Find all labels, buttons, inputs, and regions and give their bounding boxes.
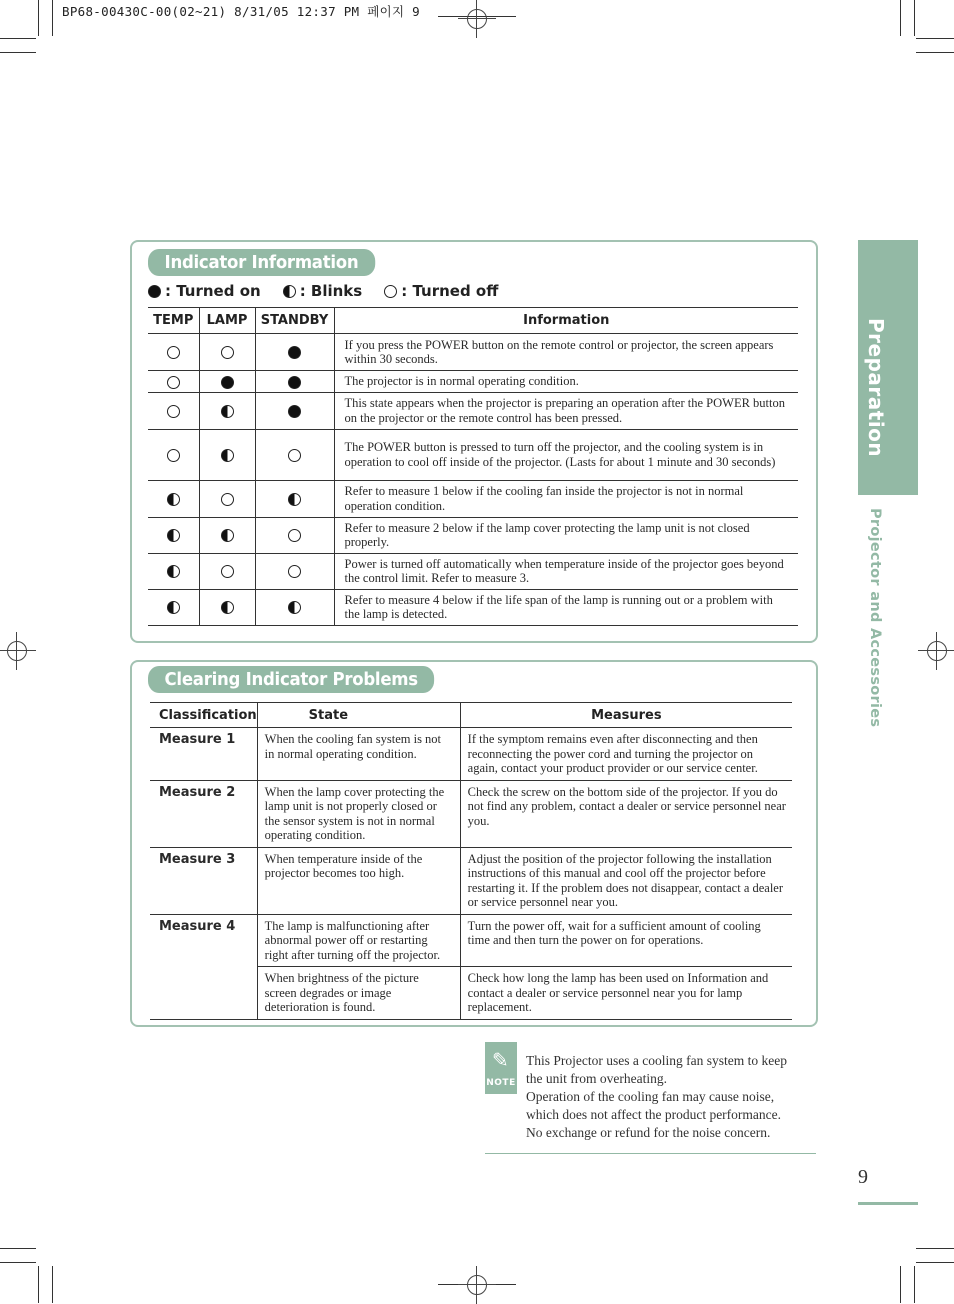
information-cell: [334, 553, 798, 589]
information-text: Power is turned off automatically when temperature inside of the projector goes beyond the control limit. Refer to measure 3.: [344, 556, 784, 585]
lamp-indicator-cell: [199, 517, 255, 553]
information-cell: [334, 429, 798, 480]
led-blink-icon: [167, 565, 180, 578]
led-off-icon: [288, 565, 301, 578]
led-blink-icon: [221, 449, 234, 462]
note-line: No exchange or refund for the noise concern.: [526, 1125, 771, 1140]
led-blink-icon: [221, 405, 234, 418]
print-header: BP68-00430C-00(02~21) 8/31/05 12:37 PM 페이지 9: [62, 4, 420, 19]
table-row: [148, 480, 798, 517]
measures-cell: Check the screw on the bottom side of the projector. If you do not find any problem, contact a dealer or service personnel near you.: [460, 780, 792, 847]
standby-indicator-cell: [255, 429, 334, 480]
temp-indicator-cell: [148, 589, 199, 625]
registration-mark: [458, 0, 496, 38]
standby-indicator-cell: [255, 371, 334, 393]
indicator-section-title: Indicator Information: [148, 249, 375, 276]
lamp-indicator-cell: [199, 334, 255, 371]
information-text: button on the projector or the remote control has been pressed.: [344, 396, 785, 425]
crop-mark: [914, 0, 915, 36]
led-blink-icon: [167, 493, 180, 506]
led-off-icon: [384, 285, 397, 298]
information-text: button is pressed to turn off the projector, and the cooling system is in operation to cool off inside of the projector. (Lasts for about 1 minute and 30 seconds): [344, 440, 776, 469]
side-tab-label: Preparation: [864, 318, 888, 458]
table-row: [148, 392, 798, 429]
measures-cell: Turn the power off, wait for a sufficient amount of cooling time and then turn the power on for operations.: [460, 914, 792, 967]
table-row: [150, 914, 792, 967]
standby-indicator-cell: [255, 392, 334, 429]
led-blink-icon: [288, 493, 301, 506]
information-cell: [334, 517, 798, 553]
temp-indicator-cell: [148, 480, 199, 517]
temp-indicator-cell: [148, 429, 199, 480]
classification-cell: Measure 4: [150, 914, 257, 1019]
led-on-icon: [148, 285, 161, 298]
table-row: [148, 429, 798, 480]
table-row: [148, 334, 798, 371]
note-badge: [485, 1042, 517, 1094]
power-key-label: POWER: [367, 440, 411, 454]
power-key-label: POWER: [706, 396, 750, 410]
temp-indicator-cell: [148, 334, 199, 371]
information-text: Refer to measure 2 below if the lamp cover protecting the lamp unit is not closed properly.: [344, 520, 750, 549]
temp-indicator-cell: [148, 553, 199, 589]
crop-mark: [916, 1262, 954, 1263]
table-row: [150, 847, 792, 914]
led-off-icon: [167, 449, 180, 462]
information-cell: [334, 371, 798, 393]
page-number: 9: [858, 1166, 868, 1188]
classification-cell: Measure 3: [150, 847, 257, 914]
table-row: [148, 553, 798, 589]
information-text: The: [344, 440, 368, 454]
column-header-state: State: [257, 703, 460, 728]
crop-mark: [38, 0, 39, 36]
information-cell: [334, 392, 798, 429]
led-on-icon: [288, 376, 301, 389]
table-row: [148, 371, 798, 393]
information-cell: [334, 589, 798, 625]
state-cell: When the cooling fan system is not in normal operating condition.: [257, 728, 460, 781]
lamp-indicator-cell: [199, 429, 255, 480]
information-cell: [334, 480, 798, 517]
led-off-icon: [288, 449, 301, 462]
classification-cell: Measure 2: [150, 780, 257, 847]
state-cell: When the lamp cover protecting the lamp unit is not properly closed or the sensor system is not in normal operating condition.: [257, 780, 460, 847]
pencil-icon: ✎: [492, 1048, 509, 1072]
registration-mark: [918, 632, 954, 670]
information-text: button on the remote control or projector, the screen appears within 30 seconds.: [344, 337, 774, 366]
registration-mark: [458, 1266, 496, 1304]
legend-item-blink: [283, 282, 363, 300]
led-blink-icon: [288, 601, 301, 614]
column-header-information: Information: [334, 308, 798, 334]
measures-cell: If the symptom remains even after disconnecting and then reconnecting the power cord and turning the projector on again, contact your product provider or our service center.: [460, 728, 792, 781]
table-row: [150, 780, 792, 847]
led-on-icon: [221, 376, 234, 389]
registration-mark: [0, 632, 36, 670]
note-line: the unit from overheating.: [526, 1071, 667, 1086]
crop-mark: [38, 1266, 39, 1303]
led-on-icon: [288, 405, 301, 418]
clearing-table: [150, 702, 792, 1020]
column-header-classification: Classification: [150, 703, 257, 728]
crop-mark: [916, 38, 954, 39]
standby-indicator-cell: [255, 589, 334, 625]
led-off-icon: [167, 405, 180, 418]
crop-mark: [916, 1248, 954, 1249]
led-off-icon: [167, 376, 180, 389]
led-off-icon: [167, 346, 180, 359]
temp-indicator-cell: [148, 392, 199, 429]
led-blink-icon: [221, 529, 234, 542]
led-off-icon: [221, 346, 234, 359]
lamp-indicator-cell: [199, 371, 255, 393]
state-cell: When brightness of the picture screen degrades or image deterioration is found.: [257, 967, 460, 1020]
table-row: [148, 589, 798, 625]
legend-label: : Turned off: [401, 282, 499, 300]
standby-indicator-cell: [255, 553, 334, 589]
crop-mark: [0, 1262, 36, 1263]
crop-mark: [0, 1248, 36, 1249]
classification-cell: Measure 1: [150, 728, 257, 781]
led-blink-icon: [221, 601, 234, 614]
note-label: NOTE: [486, 1078, 516, 1088]
legend-label: : Blinks: [299, 282, 363, 300]
power-key-label: POWER: [425, 337, 469, 352]
state-cell: When temperature inside of the projector becomes too high.: [257, 847, 460, 914]
measures-cell: Check how long the lamp has been used on Information and contact a dealer or service personnel near you for lamp replacement.: [460, 967, 792, 1020]
measures-cell: Adjust the position of the projector following the installation instructions of this manual and cool off the projector before restarting it. If the problem does not disappear, contact a dealer or service personnel near you.: [460, 847, 792, 914]
led-blink-icon: [167, 529, 180, 542]
page-number-rule: [858, 1202, 918, 1205]
note-text: [526, 1052, 826, 1142]
led-blink-icon: [283, 285, 296, 298]
information-text: Refer to measure 4 below if the life span of the lamp is running out or a problem with the lamp is detected.: [344, 592, 773, 621]
lamp-indicator-cell: [199, 553, 255, 589]
information-text: If you press the: [344, 337, 426, 352]
led-off-icon: [288, 529, 301, 542]
information-cell: [334, 334, 798, 371]
indicator-legend: [148, 282, 498, 300]
information-text: The projector is in normal operating condition.: [344, 374, 579, 388]
table-row: [150, 728, 792, 781]
indicator-table: [148, 307, 798, 626]
legend-item-on: [148, 282, 261, 300]
note-line: This Projector uses a cooling fan system to keep: [526, 1053, 787, 1068]
crop-mark: [916, 52, 954, 53]
led-blink-icon: [167, 601, 180, 614]
column-header-measures: Measures: [460, 703, 792, 728]
standby-indicator-cell: [255, 517, 334, 553]
crop-mark: [0, 38, 36, 39]
temp-indicator-cell: [148, 371, 199, 393]
legend-label: : Turned on: [165, 282, 261, 300]
led-off-icon: [221, 493, 234, 506]
column-header-lamp: LAMP: [199, 308, 255, 334]
table-row: [148, 517, 798, 553]
standby-indicator-cell: [255, 334, 334, 371]
crop-mark: [52, 1266, 53, 1303]
crop-mark: [52, 0, 53, 36]
led-on-icon: [288, 346, 301, 359]
crop-mark: [0, 52, 36, 53]
standby-indicator-cell: [255, 480, 334, 517]
legend-item-off: [384, 282, 498, 300]
lamp-indicator-cell: [199, 480, 255, 517]
information-text: Refer to measure 1 below if the cooling fan inside the projector is not in normal operation condition.: [344, 484, 744, 513]
state-cell: The lamp is malfunctioning after abnormal power off or restarting right after turning off the projector.: [257, 914, 460, 967]
column-header-temp: TEMP: [148, 308, 199, 334]
side-subtitle: Projector and Accessories: [867, 508, 883, 728]
lamp-indicator-cell: [199, 589, 255, 625]
lamp-indicator-cell: [199, 392, 255, 429]
column-header-standby: STANDBY: [255, 308, 334, 334]
table-header-row: [148, 308, 798, 334]
information-text: This state appears when the projector is preparing an operation after the: [344, 396, 707, 410]
led-off-icon: [221, 565, 234, 578]
crop-mark: [900, 1266, 901, 1303]
clearing-section-title: Clearing Indicator Problems: [148, 666, 434, 693]
note-box: [485, 1042, 816, 1154]
note-line: Operation of the cooling fan may cause noise,: [526, 1089, 775, 1104]
crop-mark: [914, 1266, 915, 1303]
crop-mark: [900, 0, 901, 36]
temp-indicator-cell: [148, 517, 199, 553]
note-line: which does not affect the product performance.: [526, 1107, 782, 1122]
table-header-row: [150, 703, 792, 728]
